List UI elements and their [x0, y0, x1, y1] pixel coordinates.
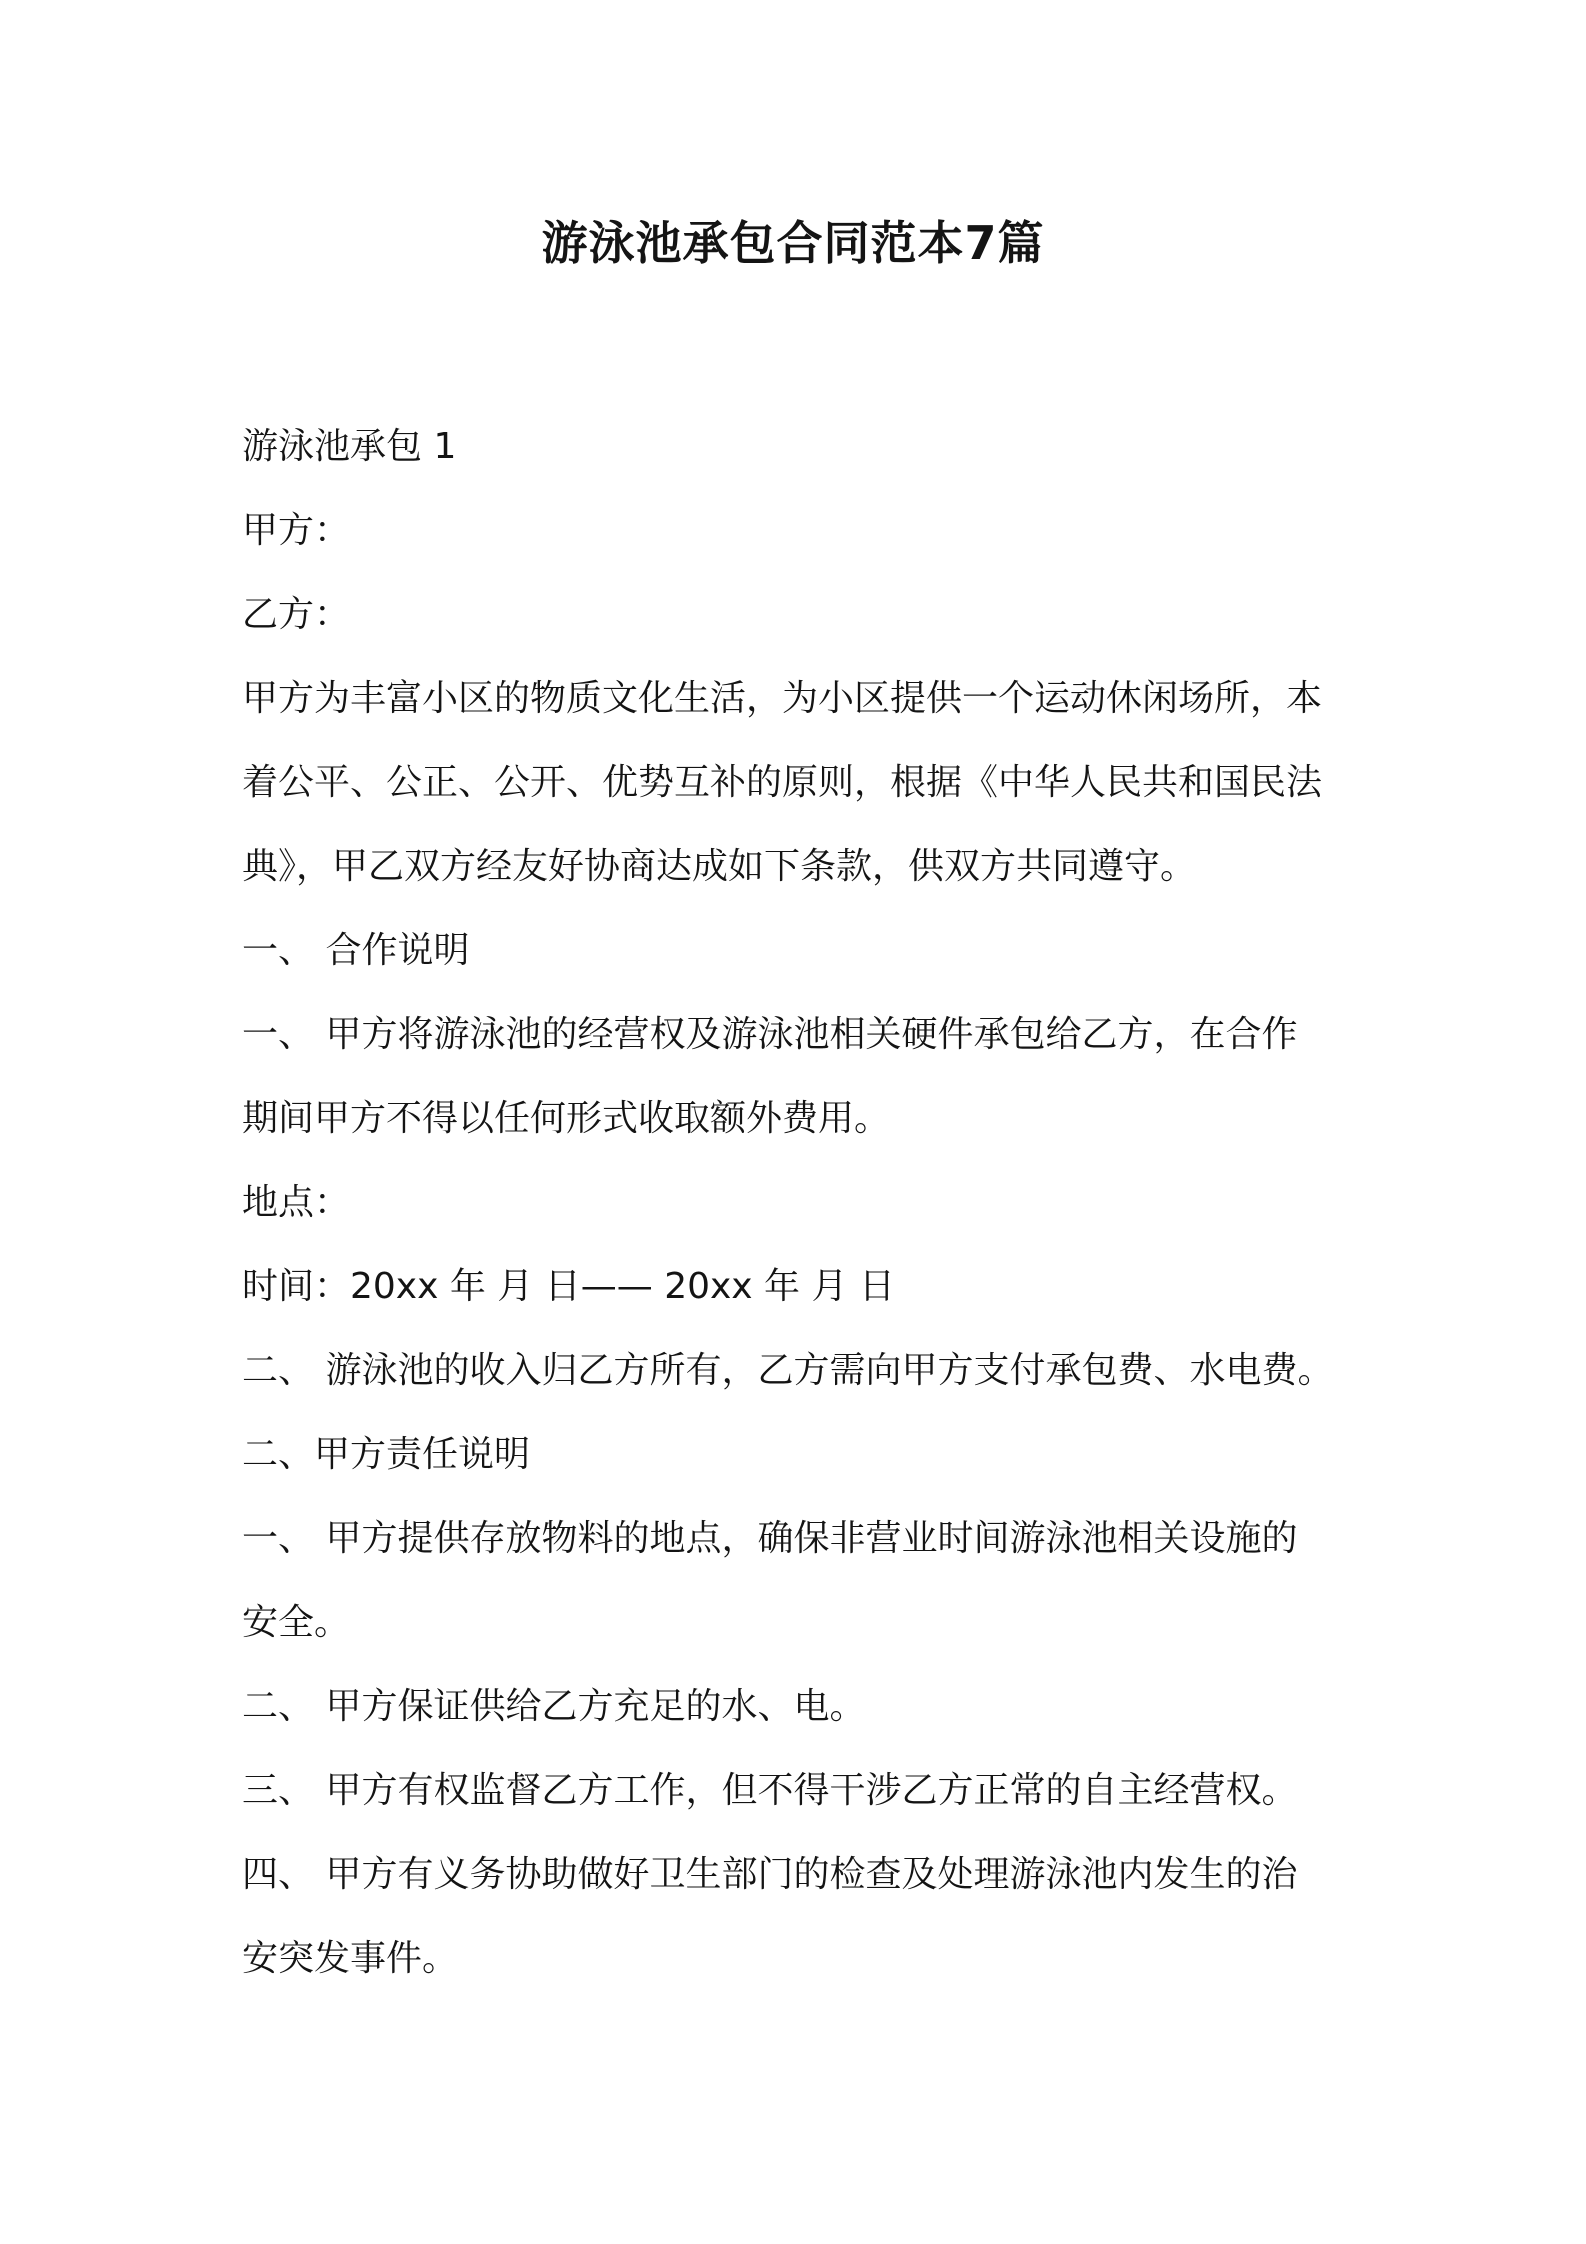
intro-line-1: 甲方为丰富小区的物质文化生活，为小区提供一个运动休闲场所，本 [242, 678, 1323, 719]
location-line: 地点： [242, 1182, 351, 1223]
clause-heading-cooperation: 一、 合作说明 [242, 930, 470, 971]
document-title: 游泳池承包合同范本7篇 [541, 216, 1045, 270]
clause-line: 一、 甲方将游泳池的经营权及游泳池相关硬件承包给乙方，在合作 [242, 1014, 1298, 1055]
document-body [242, 405, 1362, 2001]
clause-line: 安突发事件。 [242, 1938, 459, 1979]
party-b-line: 乙方： [242, 594, 351, 635]
clause-heading-party-a-duties: 二、甲方责任说明 [242, 1434, 531, 1475]
intro-line-3: 典》，甲乙双方经友好协商达成如下条款，供双方共同遵守。 [242, 846, 1197, 887]
clause-line: 二、 游泳池的收入归乙方所有，乙方需向甲方支付承包费、水电费。 [242, 1350, 1334, 1391]
clause-line: 四、 甲方有义务协助做好卫生部门的检查及处理游泳池内发生的治 [242, 1854, 1298, 1895]
intro-line-2: 着公平、公正、公开、优势互补的原则，根据《中华人民共和国民法 [242, 762, 1323, 803]
clause-line: 二、 甲方保证供给乙方充足的水、电。 [242, 1686, 866, 1727]
time-line: 时间：20xx 年 月 日—— 20xx 年 月 日 [242, 1266, 895, 1307]
clause-line: 期间甲方不得以任何形式收取额外费用。 [242, 1098, 891, 1139]
section-heading: 游泳池承包 1 [242, 426, 457, 467]
clause-line: 一、 甲方提供存放物料的地点，确保非营业时间游泳池相关设施的 [242, 1518, 1298, 1559]
clause-line: 安全。 [242, 1602, 351, 1643]
clause-line: 三、 甲方有权监督乙方工作，但不得干涉乙方正常的自主经营权。 [242, 1770, 1298, 1811]
party-a-line: 甲方： [242, 510, 351, 551]
